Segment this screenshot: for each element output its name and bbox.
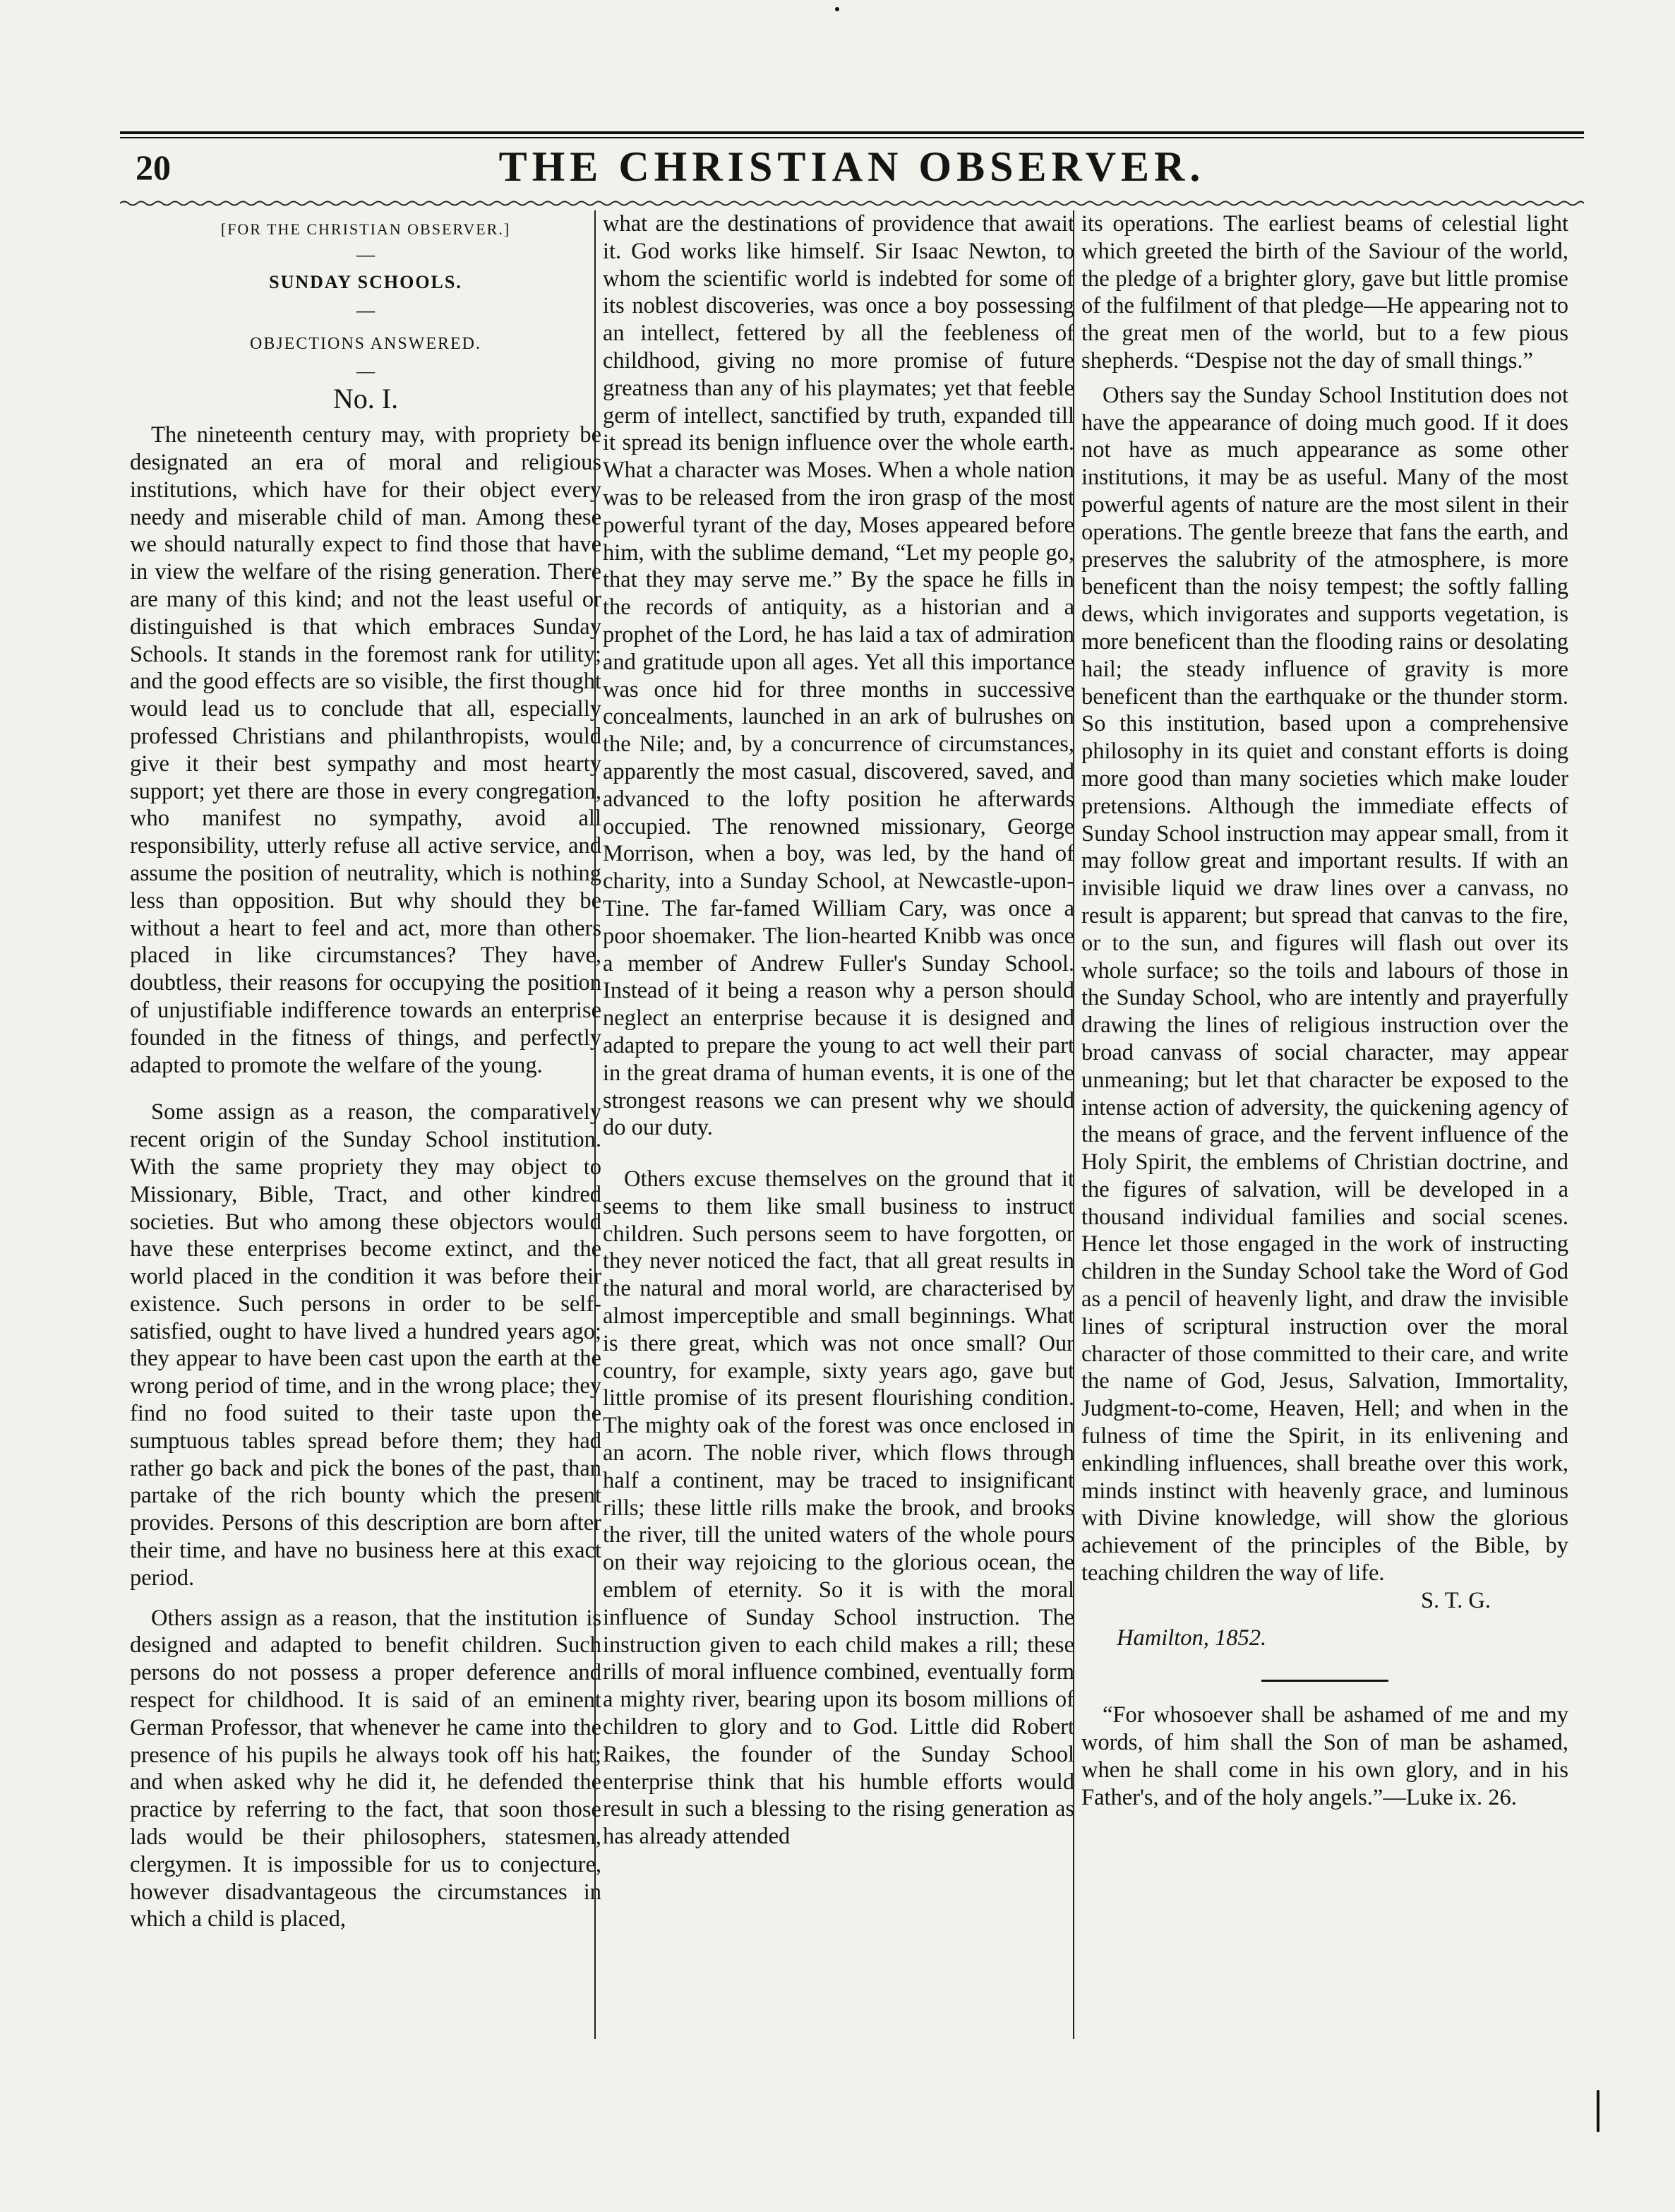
top-rule-thin: [120, 137, 1584, 138]
place-date: Hamilton, 1852.: [1117, 1625, 1267, 1651]
paragraph: Some assign as a reason, the comparatively recent origin of the Sunday School institution. With the same propriety they may object to Missionary, Bible, Tract, and other kindred societies. But who among these objectors would have these enterprises become extinct, and the world placed in the condition it was before their existence. Such persons in order to be self-satisfied, ought to have lived a hundred years ago; they appear to have been cast upon the earth at the wrong period of time, and in the wrong place; they find no food suited to their taste upon the sumptuous tables spread before them; they had rather go back and pick the bones of the past, than partake of the rich bounty which the present provides. Persons of this description are born after their time, and have no business here at this exact period.: [130, 1099, 601, 1591]
scripture-quote: “For whosoever shall be ashamed of me and my words, of him shall the Son of man be ashamed, when he shall come in his own glory, and in his Father's, and of the holy angels.”—Luke ix. 26.: [1081, 1702, 1568, 1810]
article-source-line: [FOR THE CHRISTIAN OBSERVER.]: [220, 220, 511, 238]
paragraph: Others excuse themselves on the ground that it seems to them like small business to instruct children. Such persons seem to have forgotten, or they never noticed the fact, that all great results in the natural and moral world, are characterised by almost imperceptible and small beginnings. What is there great, which was not once small? Our country, for example, sixty years ago, gave but little promise of its present flourishing condition. The mighty oak of the forest was once enclosed in an acorn. The noble river, which flows through half a continent, may be traced to insignificant rills; these little rills make the brook, and brooks the river, till the united waters of the whole pours on their way rejoicing to the glorious ocean, the emblem of eternity. So it is with the moral influence of Sunday School instruction. The instruction given to each child makes a rill; these rills of moral influence combined, eventually form a mighty river, bearing upon its bosom millions of children to glory and to God. Little did Robert Raikes, the founder of the Sunday School enterprise think that his humble efforts would result in such a blessing to the rising generation as has already attended: [603, 1166, 1074, 1850]
article-number: No. I.: [332, 383, 399, 415]
article-title: SUNDAY SCHOOLS.: [269, 271, 462, 292]
paragraph: its operations. The earliest beams of celestial light which greeted the birth of the Saviour of the world, the pledge of a brighter glory, gave but little promise of the fulfilment of that pledge—He appearing not to the great men of the world, but to a few pious shepherds. “Despise not the day of small things.”: [1081, 211, 1568, 373]
page-number: 20: [136, 148, 171, 187]
column-2: [603, 210, 1074, 2046]
paragraph: what are the destinations of providence that await it. God works like himself. Sir Isaac Newton, to whom the scientific world is indebted for some of its noblest discoveries, was once a boy possessing an intellect, fettered by all the feebleness of childhood, giving no more promise of future greatness than any of his playmates; yet that feeble germ of intellect, sanctified by truth, expanded till it spread its benign influence over the whole earth. What a character was Moses. When a whole nation was to be released from the iron grasp of the most powerful tyrant of the day, Moses appeared before him, with the sublime demand, “Let my people go, that they may serve me.” By the space he fills in the records of antiquity, as a historian and a prophet of the Lord, he has laid a tax of admiration and gratitude upon all ages. Yet all this importance was once hid for three months in successive concealments, launched in an ark of bulrushes on the Nile; and, by a concurrence of circumstances, apparently the most casual, discovered, saved, and advanced to the lofty position he afterwards occupied. The renowned missionary, George Morrison, when a boy, was led, by the hand of charity, into a Sunday School, at Newcastle-upon-Tine. The far-famed William Cary, was once a poor shoemaker. The lion-hearted Knibb was once a member of Andrew Fuller's Sunday School. Instead of it being a reason why a person should neglect an enterprise because it is designed and adapted to prepare the young to act well their part in the great drama of human events, it is one of the strongest reasons we can present why we should do our duty.: [603, 211, 1074, 1141]
article-subtitle: OBJECTIONS ANSWERED.: [249, 334, 481, 353]
divider-dash: —: [356, 361, 375, 382]
divider-dash: —: [356, 244, 375, 265]
paragraph: The nineteenth century may, with propriety be designated an era of moral and religious institutions, which have for their object every needy and miserable child of man. Among these we should naturally expect to find those that have in view the welfare of the rising generation. There are many of this kind; and not the least useful or distinguished is that which embraces Sunday Schools. It stands in the foremost rank for utility; and the good effects are so visible, the first thought would lead us to conclude that all, especially professed Christians and philanthropists, would give it their best sympathy and most hearty support; yet there are those in every congregation, who manifest no sympathy, avoid all responsibility, utterly refuse all active service, and assume the position of neutrality, which is nothing less than opposition. But why should they be without a heart to feel and act, more than others placed in like circumstances? They have, doubtless, their reasons for occupying the position of unjustifiable indifference towards an enterprise founded in the fitness of things, and perfectly adapted to promote the welfare of the young.: [130, 422, 601, 1078]
wavy-rule: [120, 200, 1584, 207]
column-3: [1081, 210, 1568, 2046]
article-columns: [120, 210, 1584, 2060]
top-rule-thick: [120, 131, 1584, 134]
margin-mark: [1597, 2090, 1599, 2132]
paragraph: Others say the Sunday School Institution does not have the appearance of doing much good. If it does not have as much appearance as some other institutions, it may be as useful. Many of the most powerful agents of nature are the most silent in their operations. The gentle breeze that fans the earth, and preserves the salubrity of the atmosphere, is more beneficent than the noisy tempest; the softly falling dews, which invigorates and supports vegetation, is more beneficent than the flooding rains or desolating hail; the steady influence of gravity is more beneficent than the earthquake or the thunder storm. So this institution, based upon a comprehensive philosophy in its quiet and constant efforts is doing more good than many societies which make louder pretensions. Although the immediate effects of Sunday School instruction may appear small, from it may follow great and important results. If with an invisible liquid we draw lines over a canvass, no result is apparent; but spread that canvas to the fire, or to the sun, and figures will flash out over its whole surface; so the toils and labours of those in the Sunday School, who are intently and prayerfully drawing the lines of religious instruction over the broad canvass of social character, may appear unmeaning; but let that character be exposed to the intense action of adversity, the quickening agency of the means of grace, and the fervent influence of the Holy Spirit, the emblems of Christian doctrine, and the figures of salvation, will be developed in a thousand individual families and social scenes. Hence let those engaged in the work of instructing children in the Sunday School take the Word of God as a pencil of heavenly light, and draw the invisible lines of scriptural instruction over the moral character of those committed to their care, and write the name of God, Jesus, Salvation, Immortality, Judgment-to-come, Heaven, Hell; and when in the fulness of time the Spirit, in its enlivening and enkindling influences, shall breathe over this work, minds instinct with heavenly grace, and luminous with Divine knowledge, will show the glorious achievement of the principles of the Bible, by teaching children the way of life.: [1081, 382, 1568, 1586]
divider-dash: —: [356, 299, 375, 321]
column-1: [130, 210, 601, 2046]
masthead-title: THE CHRISTIAN OBSERVER.: [498, 143, 1206, 190]
page-header: [120, 141, 1584, 198]
speck: [835, 7, 839, 11]
section-divider: [1261, 1680, 1388, 1682]
signature-line: [1081, 1587, 1568, 1615]
signature: S. T. G.: [1420, 1587, 1491, 1613]
paragraph: Others assign as a reason, that the institution is designed and adapted to benefit children. Such persons do not possess a proper deference and respect for childhood. It is said of an eminent German Professor, that whenever he came into the presence of his pupils he always took off his hat; and when asked why he did it, he defended the practice by referring to the fact, that soon those lads would be their philosophers, statesmen, clergymen. It is impossible for us to conjecture, however disadvantageous the circumstances in which a child is placed,: [130, 1605, 601, 1932]
